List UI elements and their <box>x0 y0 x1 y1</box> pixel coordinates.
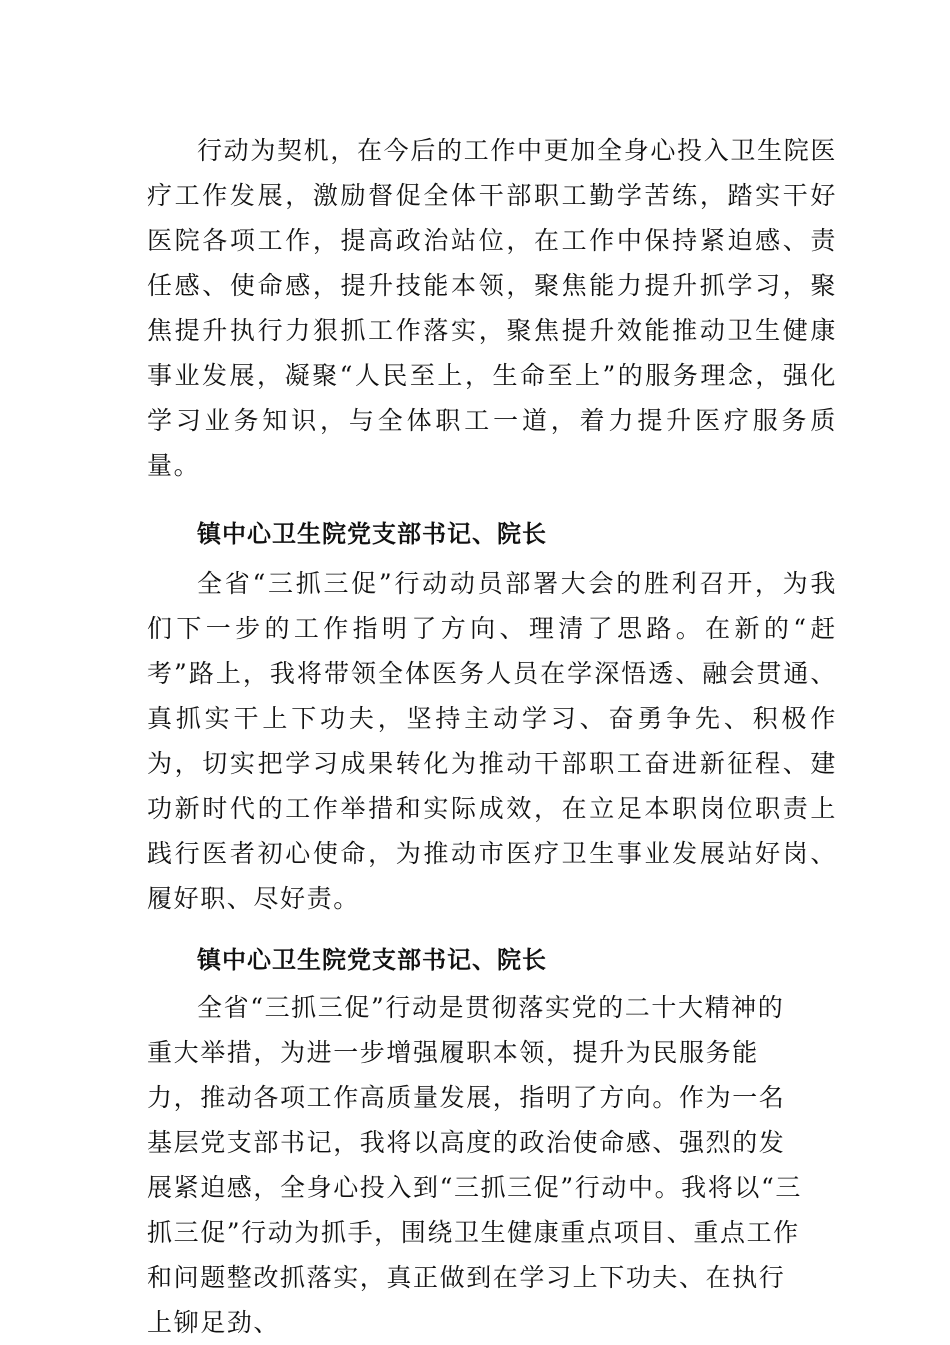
heading-2: 镇中心卫生院党支部书记、院长 <box>197 946 547 974</box>
paragraph-3: 全省“三抓三促”行动是贯彻落实党的二十大精神的重大举措，为进一步增强履职本领，提升为民服务能力，推动各项工作高质量发展，指明了方向。作为一名基层党支部书记，我将以高度的政治使命感、强烈的发展紧迫感，全身心投入到“三抓三促”行动中。我将以“三抓三促”行动为抓手，围绕卫生健康重点项目、重点工作和问题整改抓落实，真正做到在学习上下功夫、在执行上铆足劲、 <box>147 993 802 1337</box>
heading-1: 镇中心卫生院党支部书记、院长 <box>197 520 547 548</box>
paragraph-2: 全省“三抓三促”行动动员部署大会的胜利召开，为我们下一步的工作指明了方向、理清了思路。在新的“赶考”路上，我将带领全体医务人员在学深悟透、融会贯通、真抓实干上下功夫，坚持主动学习、奋勇争先、积极作为，切实把学习成果转化为推动干部职工奋进新征程、建功新时代的工作举措和实际成效，在立足本职岗位职责上践行医者初心使命，为推动市医疗卫生事业发展站好岗、履好职、尽好责。 <box>147 569 837 913</box>
paragraph-1: 行动为契机，在今后的工作中更加全身心投入卫生院医疗工作发展，激励督促全体干部职工勤学苦练，踏实干好医院各项工作，提高政治站位，在工作中保持紧迫感、责任感、使命感，提升技能本领，聚焦能力提升抓学习，聚焦提升执行力狠抓工作落实，聚焦提升效能推动卫生健康事业发展，凝聚“人民至上，生命至上”的服务理念，强化学习业务知识，与全体职工一道，着力提升医疗服务质量。 <box>147 136 837 480</box>
